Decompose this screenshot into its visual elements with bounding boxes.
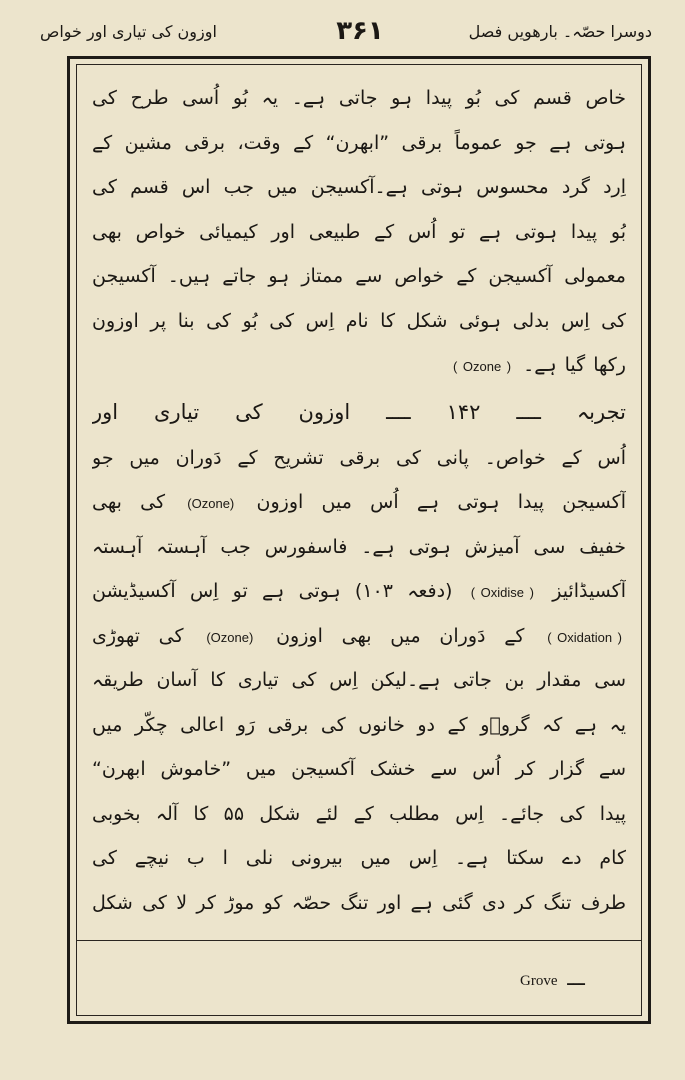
text-line-11-a: آکسیڈائیز	[552, 580, 626, 602]
text-line-4: بُو پیدا ہوتی ہے تو اُس کے طبیعی اور کیمیائی خواص بھی	[92, 220, 626, 243]
text-line-18: طرف تنگ کر دی گئی ہے اور تنگ حصّہ کو موڑ کر لا کی شکل	[92, 891, 626, 914]
text-line-9-b: کی بھی	[92, 491, 166, 513]
text-line-7-urdu: رکھا گیا ہے۔	[523, 354, 626, 376]
term-oxidise: ( Oxidise )	[470, 585, 534, 600]
text-line-10: خفیف سی آمیزش ہوتی ہے۔ فاسفورس جب آہستہ آہستہ	[92, 535, 626, 558]
text-line-11-b: (دفعہ ۱۰۳) ہوتی ہے تو اِس آکسیڈیشن	[92, 580, 453, 602]
experiment-heading: تجربہ ــــ ۱۴۲ ــــ اوزون کی تیاری اور	[92, 399, 626, 424]
text-line-6: کی اِس بدلی ہوئی شکل کا نام اِس کی بُو کی بنا پر اوزون	[92, 309, 626, 332]
header-chapter-title: اوزون کی تیاری اور خواص	[40, 22, 217, 41]
text-line-8: اُس کے خواص۔ پانی کی برقی تشریح کے دَوران میں جو	[92, 446, 626, 469]
text-line-7	[92, 343, 626, 388]
footnote	[520, 966, 640, 991]
body-text	[92, 76, 626, 925]
running-header	[40, 14, 652, 54]
term-ozone-2: (Ozone)	[187, 496, 235, 511]
text-line-13: سی مقدار بن جاتی ہے۔لیکن اِس کی تیاری کا آسان طریقہ	[92, 669, 626, 691]
page-number: ۳۶۱	[336, 16, 384, 46]
text-line-15: سے گزار کر اُس سے خشک آکسیجن میں ”خاموش ابھرن“	[92, 758, 626, 780]
text-line-9	[92, 480, 626, 525]
text-line-16: پیدا کی جائے۔ اِس مطلب کے لئے شکل ۵۵ کا آلہ بخوبی	[92, 802, 626, 825]
text-line-12	[92, 614, 626, 659]
term-ozone-3: (Ozone)	[206, 629, 254, 645]
text-line-5: معمولی آکسیجن کے خواص سے ممتاز ہو جاتے ہیں۔ آکسیجن	[92, 265, 626, 287]
text-line-3: اِرد گرد محسوس ہوتی ہے۔آکسیجن میں جب اس قسم کی	[92, 176, 626, 198]
text-line-2: ہوتی ہے جو عموماً برقی ”ابھرن“ کے وقت، برقی مشین کے	[92, 131, 626, 154]
term-oxidation: ( Oxidation )	[547, 629, 622, 645]
footnote-divider	[76, 940, 642, 941]
text-line-1: خاص قسم کی بُو پیدا ہو جاتی ہے۔ یہ بُو اُسی طرح کی	[92, 87, 626, 109]
text-line-12-b: کی تھوڑی	[92, 624, 184, 647]
text-line-9-a: آکسیجن پیدا ہوتی ہے اُس میں اوزون	[256, 491, 626, 513]
header-section: دوسرا حصّہ۔ بارھویں فصل	[468, 22, 652, 41]
text-line-17: کام دے سکتا ہے۔ اِس میں بیرونی نلی ا ب نیچے کی	[92, 847, 626, 869]
text-line-11	[92, 569, 626, 614]
text-line-12-a: کے دَوران میں بھی اوزون	[276, 624, 525, 647]
footnote-name: Grove	[520, 973, 558, 989]
text-line-14: یہ ہے کہ گروؔو کے دو خانوں کی برقی رَو اعالی چکّر میں	[92, 713, 626, 736]
footnote-mark: ـــ	[567, 968, 585, 990]
term-ozone: ( Ozone )	[452, 359, 512, 374]
